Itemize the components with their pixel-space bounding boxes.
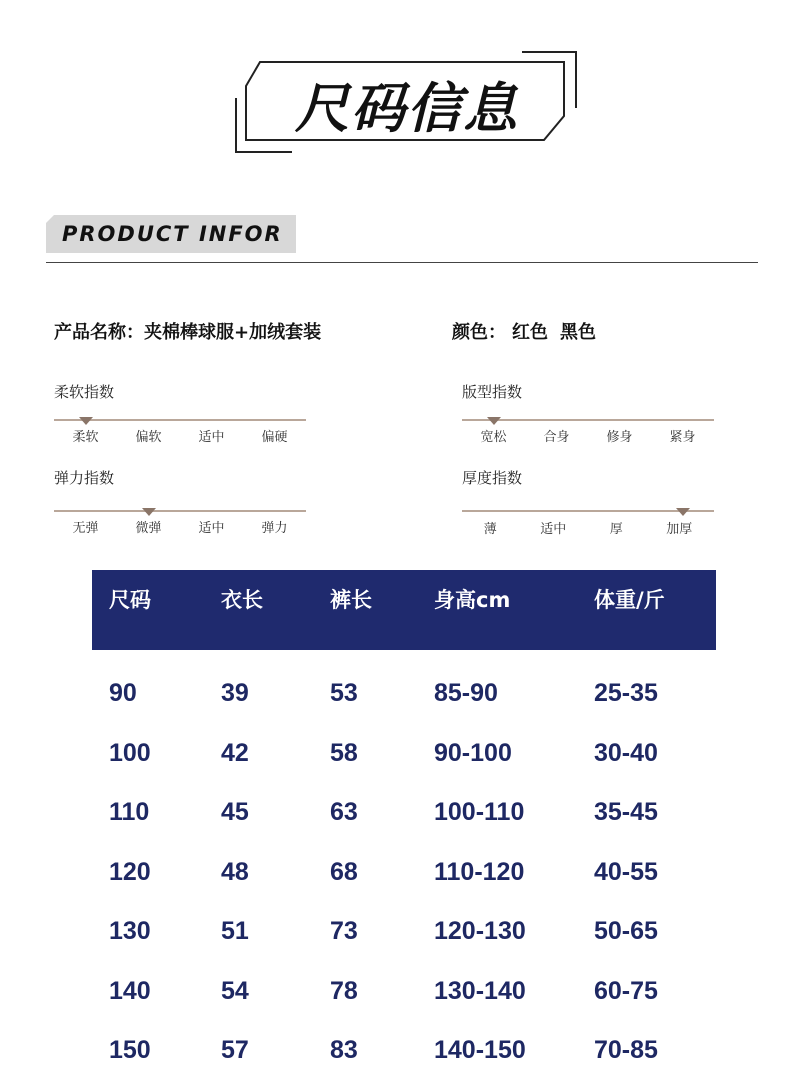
index-title: 厚度指数	[462, 469, 523, 487]
table-cell: 120	[109, 857, 151, 886]
table-cell: 35-45	[594, 798, 658, 827]
section-tag-label: PRODUCT INFOR	[62, 222, 283, 246]
elasticity-index	[54, 467, 306, 547]
color-option: 黑色	[560, 322, 596, 343]
product-name-value: 夹棉棒球服+加绒套装	[144, 322, 322, 343]
table-cell: 90	[109, 679, 137, 708]
index-label: 弹力	[261, 521, 288, 536]
table-cell: 78	[330, 976, 358, 1005]
table-header-cell: 体重/斤	[594, 588, 665, 612]
page-title: 尺码信息	[295, 77, 519, 140]
table-cell: 58	[330, 738, 358, 767]
index-label: 偏硬	[261, 430, 288, 445]
table-cell: 90-100	[434, 738, 512, 767]
index-label: 微弹	[135, 521, 162, 536]
index-label: 适中	[198, 430, 225, 445]
product-color-label: 颜色：	[452, 322, 506, 343]
index-label: 适中	[198, 521, 225, 536]
table-cell: 150	[109, 1036, 151, 1065]
table-cell: 57	[221, 1036, 249, 1065]
table-row	[92, 783, 716, 843]
table-cell: 25-35	[594, 679, 658, 708]
index-label: 薄	[483, 522, 497, 537]
size-table	[92, 570, 716, 1081]
section-tag	[46, 215, 296, 255]
product-name	[54, 318, 321, 344]
index-label: 无弹	[72, 521, 99, 536]
index-label: 厚	[609, 522, 623, 537]
table-cell: 51	[221, 917, 249, 946]
table-header-cell: 身高cm	[434, 588, 511, 612]
table-cell: 140	[109, 976, 151, 1005]
table-cell: 70-85	[594, 1036, 658, 1065]
table-cell: 110-120	[434, 857, 525, 886]
table-cell: 68	[330, 857, 358, 886]
index-marker	[487, 417, 501, 425]
index-label: 适中	[540, 522, 567, 537]
index-labels	[462, 518, 714, 537]
index-labels	[462, 426, 714, 445]
table-cell: 53	[330, 679, 358, 708]
table-cell: 40-55	[594, 857, 658, 886]
table-cell: 60-75	[594, 976, 658, 1005]
table-row	[92, 724, 716, 784]
table-cell: 30-40	[594, 738, 658, 767]
index-marker	[79, 417, 93, 425]
table-cell: 54	[221, 976, 249, 1005]
index-label: 紧身	[669, 430, 696, 445]
index-marker	[142, 508, 156, 516]
thickness-index	[462, 467, 714, 547]
product-color	[452, 318, 608, 344]
title-banner	[232, 48, 582, 158]
index-marker	[676, 508, 690, 516]
table-cell: 48	[221, 857, 249, 886]
index-title: 弹力指数	[54, 469, 115, 487]
table-cell: 100-110	[434, 798, 525, 827]
table-cell: 63	[330, 798, 358, 827]
table-cell: 39	[221, 679, 249, 708]
table-row	[92, 664, 716, 724]
table-cell: 130-140	[434, 976, 526, 1005]
color-option: 红色	[512, 322, 548, 343]
index-label: 柔软	[72, 430, 99, 445]
table-row	[92, 902, 716, 962]
table-cell: 110	[109, 798, 150, 827]
softness-index	[54, 381, 306, 461]
table-row	[92, 1021, 716, 1081]
index-track	[54, 510, 306, 512]
table-cell: 83	[330, 1036, 358, 1065]
table-cell: 120-130	[434, 917, 526, 946]
table-cell: 100	[109, 738, 151, 767]
index-label: 偏软	[135, 430, 162, 445]
table-cell: 85-90	[434, 679, 498, 708]
index-label: 合身	[543, 430, 570, 445]
index-labels	[54, 517, 306, 536]
table-header-cell: 尺码	[109, 588, 151, 612]
table-cell: 140-150	[434, 1036, 526, 1065]
index-label: 修身	[606, 430, 633, 445]
index-title: 版型指数	[462, 383, 523, 401]
table-cell: 50-65	[594, 917, 658, 946]
index-label: 加厚	[666, 522, 693, 537]
table-cell: 42	[221, 738, 249, 767]
index-title: 柔软指数	[54, 383, 115, 401]
section-divider	[46, 262, 758, 263]
product-name-label: 产品名称：	[54, 322, 144, 343]
table-row	[92, 962, 716, 1022]
table-header-cell: 裤长	[330, 588, 372, 612]
table-body	[92, 650, 716, 1081]
table-cell: 73	[330, 917, 358, 946]
index-label: 宽松	[480, 430, 507, 445]
table-cell: 45	[221, 798, 249, 827]
table-header-row	[92, 570, 716, 650]
index-labels	[54, 426, 306, 445]
table-row	[92, 843, 716, 903]
table-header-cell: 衣长	[221, 588, 263, 612]
table-cell: 130	[109, 917, 151, 946]
fit-index	[462, 381, 714, 461]
